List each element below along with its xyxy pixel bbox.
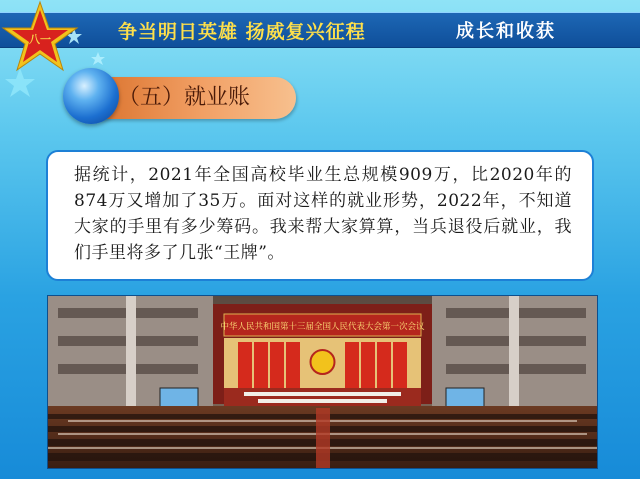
svg-text:八一: 八一 (29, 33, 51, 46)
text-box (46, 150, 594, 281)
subtitle-text: （五）就业账 (118, 85, 251, 110)
national-emblem-icon (311, 350, 335, 374)
slogan-title: 争当明日英雄 扬威复兴征程 (118, 21, 366, 43)
body-paragraph: 据统计，2021年全国高校毕业生总规模909万，比2020年的874万又增加了35万。面对这样的就业形势，2022年，不知道大家的手里有多少筹码。我来帮大家算算，当兵退役后就业，我们手里将多了几张“王牌”。 (74, 165, 572, 263)
section-title: 成长和收获 (456, 21, 556, 42)
congress-banner: 中华人民共和国第十三届全国人民代表大会第一次会议 (220, 322, 425, 332)
blue-orb-icon (63, 68, 119, 124)
congress-hall-image (48, 296, 597, 468)
light-star-icon (5, 68, 35, 97)
light-star-icon (91, 52, 105, 65)
congress-hall-photo (47, 295, 598, 469)
